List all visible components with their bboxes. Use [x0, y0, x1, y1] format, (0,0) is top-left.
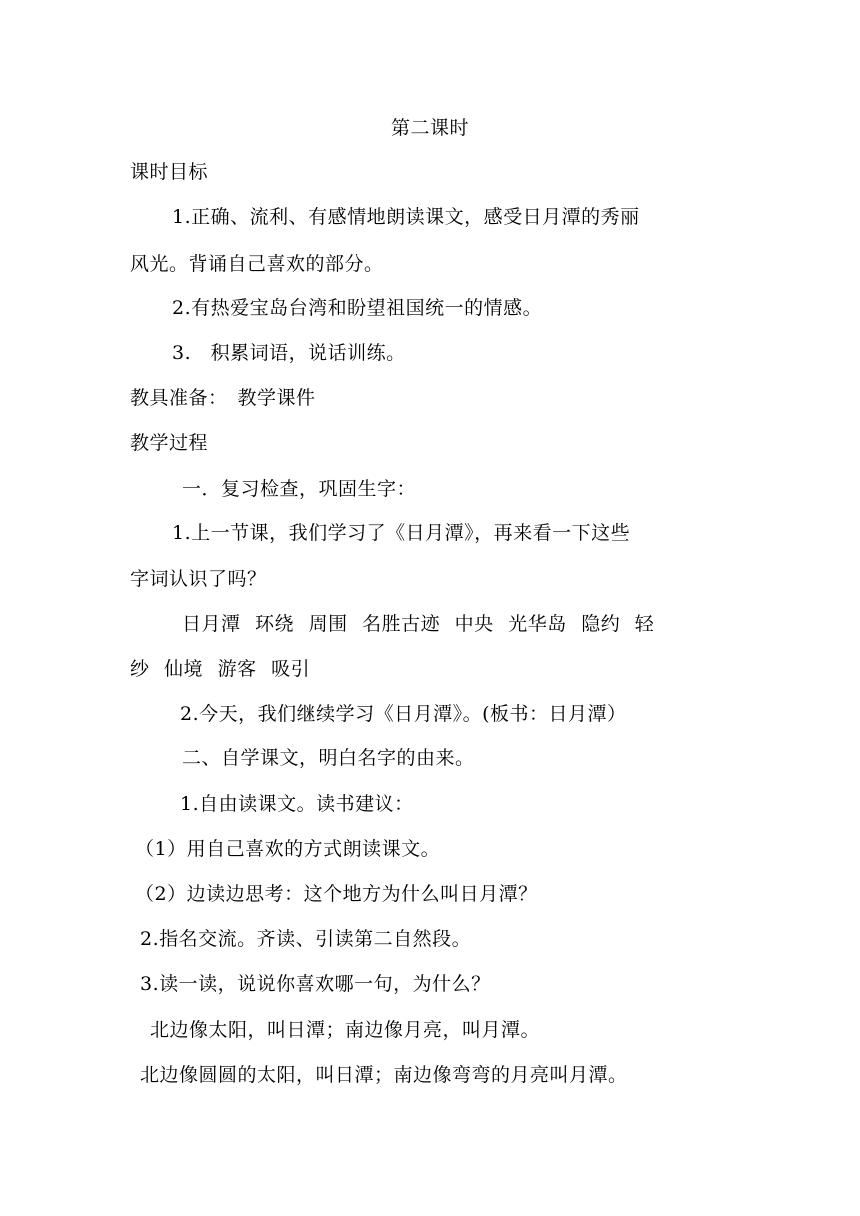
vocabulary-line-1: 日月潭 环绕 周围 名胜古迹 中央 光华岛 隐约 轻 — [182, 613, 655, 635]
teaching-materials: 教具准备： 教学课件 — [130, 387, 316, 409]
section-2-heading: 二、自学课文，明白名字的由来。 — [182, 747, 475, 769]
vocabulary-line-2: 纱 仙境 游客 吸引 — [130, 658, 311, 680]
objective-1-line-1: 1.正确、流利、有感情地朗读课文，感受日月潭的秀丽 — [172, 206, 640, 228]
objective-2: 2.有热爱宝岛台湾和盼望祖国统一的情感。 — [172, 297, 543, 319]
step-2-1: 1.自由读课文。读书建议： — [180, 793, 414, 815]
example-sentence-2: 北边像圆圆的太阳，叫日潭；南边像弯弯的月亮叫月潭。 — [140, 1064, 628, 1086]
step-1-1-line-2: 字词认识了吗？ — [130, 568, 267, 590]
process-heading: 教学过程 — [130, 432, 209, 454]
step-1-1-line-1: 1.上一节课，我们学习了《日月潭》，再来看一下这些 — [172, 522, 631, 544]
objectives-heading: 课时目标 — [130, 161, 209, 183]
suggestion-1: （1）用自己喜欢的方式朗读课文。 — [135, 838, 441, 860]
section-1-heading: 一．复习检查，巩固生字： — [182, 478, 417, 500]
objective-1-line-2: 风光。背诵自己喜欢的部分。 — [130, 253, 384, 275]
example-sentence-1: 北边像太阳，叫日潭；南边像月亮，叫月潭。 — [150, 1019, 541, 1041]
step-2-3: 3.读一读，说说你喜欢哪一句，为什么？ — [140, 973, 491, 995]
page-title: 第二课时 — [390, 117, 469, 139]
step-2-2: 2.指名交流。齐读、引读第二自然段。 — [140, 928, 472, 950]
objective-3: 3. 积累词语，说话训练。 — [172, 342, 406, 364]
suggestion-2: （2）边读边思考：这个地方为什么叫日月潭？ — [135, 883, 538, 905]
step-1-2: 2.今天，我们继续学习《日月潭》。(板书：日月潭） — [180, 703, 627, 725]
